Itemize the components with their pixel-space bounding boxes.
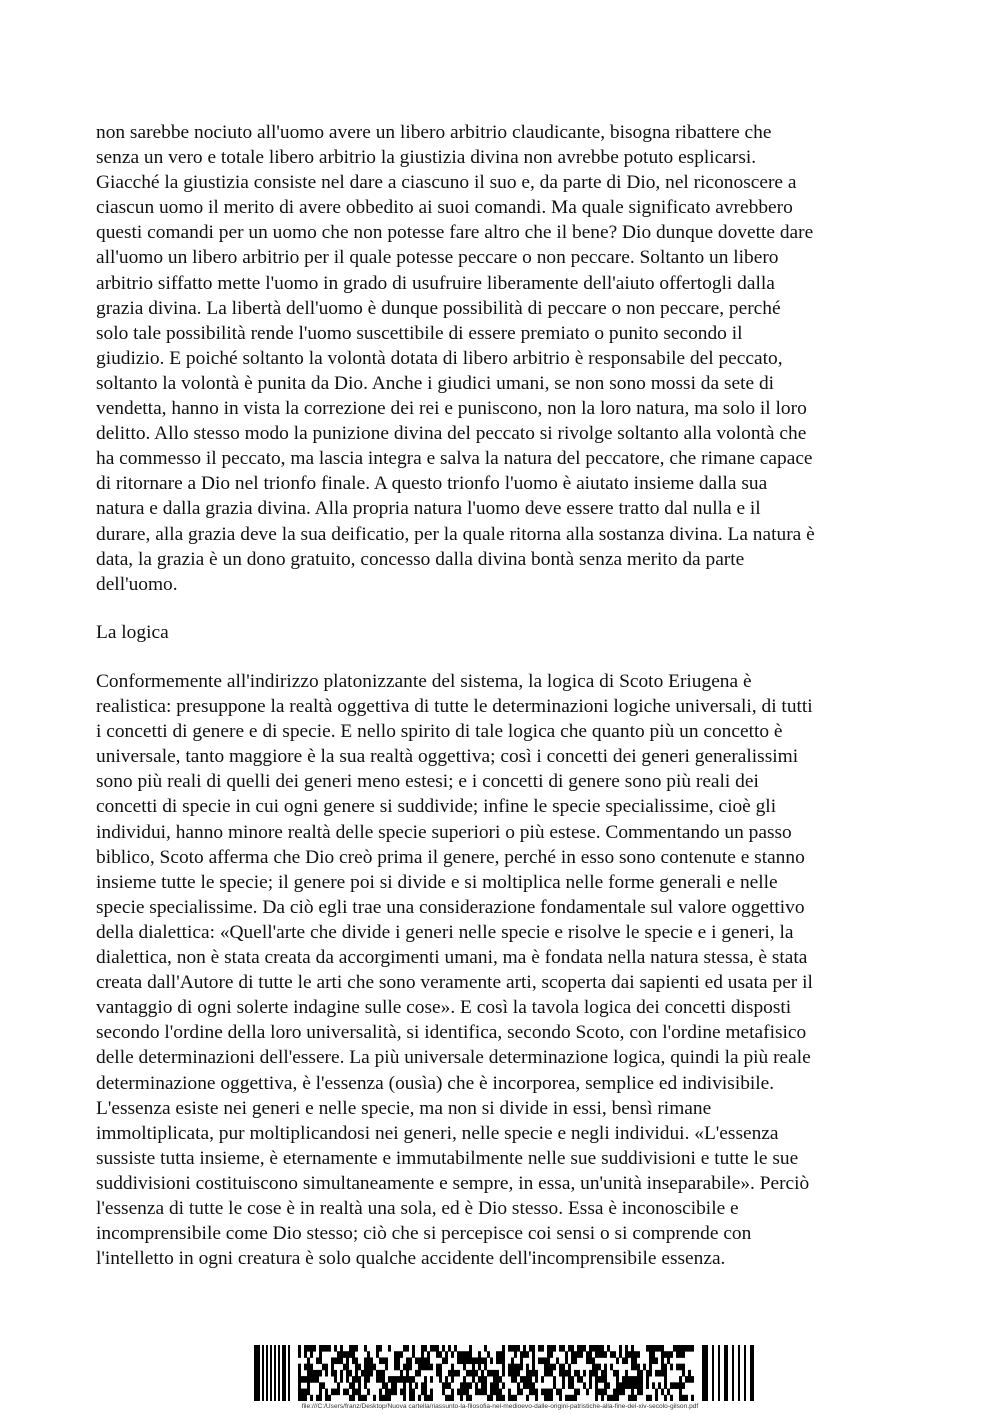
paragraph1-line: solo tale possibilità rende l'uomo suscettibile di essere premiato o punito secondo il: [96, 322, 743, 344]
paragraph1-line: vendetta, hanno in vista la correzione dei rei e puniscono, non la loro natura, ma solo il loro: [96, 398, 807, 420]
section-heading: La logica: [96, 622, 169, 643]
paragraph1-line: data, la grazia è un dono gratuito, concesso dalla divina bontà senza merito da parte: [96, 548, 745, 570]
paragraph2-line: concetti di specie in cui ogni genere si suddivide; infine le specie specialissime, cioè gli: [96, 796, 777, 818]
paragraph2-line: l'essenza di tutte le cose è in realtà una sola, ed è Dio stesso. Essa è inconoscibile e: [96, 1197, 739, 1219]
paragraph2-line: biblico, Scoto afferma che Dio creò prima il genere, perché in esso sono contenute e stanno: [96, 846, 805, 868]
paragraph2-line: sono più reali di quelli dei generi meno estesi; e i concetti di genere sono più reali dei: [96, 771, 759, 793]
paragraph1-line: natura e dalla grazia divina. Alla propria natura l'uomo deve essere tratto dal nulla e il: [96, 498, 761, 520]
paragraph1-line: ciascun uomo il merito di avere obbedito ai suoi comandi. Ma quale significato avrebbero: [96, 197, 793, 219]
paragraph1-line: delitto. Allo stesso modo la punizione divina del peccato si rivolge soltanto alla volontà che: [96, 423, 807, 445]
paragraph2-line: Conformemente all'indirizzo platonizzante del sistema, la logica di Scoto Eriugena è: [96, 671, 752, 692]
paragraph2-line: secondo l'ordine della loro universalità, si identifica, secondo Scoto, con l'ordine metafisico: [96, 1022, 807, 1044]
paragraph2-line: sussiste tutta insieme, è eternamente e immutabilmente nelle sue suddivisioni e tutte le sue: [96, 1147, 799, 1169]
paragraph2-line: della dialettica: «Quell'arte che divide i generi nelle specie e risolve le specie e i generi, la: [96, 921, 794, 943]
paragraph2-line: dialettica, non è stata creata da accorgimenti umani, ma è fondata nella natura stessa, è stata: [96, 947, 808, 969]
paragraph2-line: realistica: presuppone la realtà oggettiva di tutte le determinazioni logiche universali, di tutti: [96, 696, 813, 718]
paragraph2-line: insieme tutte le specie; il genere poi si divide e si moltiplica nelle forme generali e nelle: [96, 871, 778, 893]
paragraph2-line: incomprensibile come Dio stesso; ciò che si percepisce coi sensi o si comprende con: [96, 1223, 752, 1245]
paragraph2-line: universale, tanto maggiore è la sua realtà oggettiva; così i concetti dei generi generalissimi: [96, 746, 799, 768]
paragraph2-line: suddivisioni costituiscono simultaneamente e sempre, in essa, un'unità inseparabile». Perciò: [96, 1172, 810, 1194]
paragraph1-line: all'uomo un libero arbitrio per il quale potesse peccare o non peccare. Soltanto un libero: [96, 247, 779, 269]
paragraph2-line: immoltiplicata, pur moltiplicandosi nei generi, nelle specie e negli individui. «L'essenza: [96, 1122, 779, 1144]
paragraph1-line: questi comandi per un uomo che non potesse fare altro che il bene? Dio dunque dovette dare: [96, 222, 814, 244]
paragraph1-line: arbitrio siffatto mette l'uomo in grado di usufruire liberamente dell'aiuto offertogli dalla: [96, 272, 775, 294]
paragraph1-line: di ritornare a Dio nel trionfo finale. A questo trionfo l'uomo è aiutato insieme dalla sua: [96, 473, 768, 495]
paragraph-logic: [96, 669, 908, 1271]
paragraph1-line: dell'uomo.: [96, 573, 178, 595]
paragraph2-line: vantaggio di ogni solerte indagine sulle cose». E così la tavola logica dei concetti disposti: [96, 997, 792, 1019]
paragraph1-line: Giacché la giustizia consiste nel dare a ciascuno il suo e, da parte di Dio, nel riconoscere a: [96, 172, 797, 194]
paragraph2-line: i concetti di genere e di specie. E nello spirito di tale logica che quanto più un concetto è: [96, 721, 783, 743]
paragraph1-line: durare, alla grazia deve la sua deificatio, per la quale ritorna alla sostanza divina. La natura è: [96, 523, 815, 545]
paragraph1-line: grazia divina. La libertà dell'uomo è dunque possibilità di peccare o non peccare, perché: [96, 297, 781, 319]
paragraph1-line: giudizio. E poiché soltanto la volontà dotata di libero arbitrio è responsabile del peccato,: [96, 347, 783, 369]
paragraph2-line: specie specialissime. Da ciò egli trae una considerazione fondamentale sul valore oggettivo: [96, 896, 805, 918]
pdf417-barcode-icon: [254, 1345, 754, 1401]
paragraph2-line: L'essenza esiste nei generi e nelle specie, ma non si divide in essi, bensì rimane: [96, 1097, 712, 1119]
paragraph1-line: ha commesso il peccato, ma lascia integra e salva la natura del peccatore, che rimane capace: [96, 448, 813, 470]
paragraph-free-will: [96, 120, 908, 597]
paragraph2-line: delle determinazioni dell'essere. La più universale determinazione logica, quindi la più reale: [96, 1047, 811, 1069]
paragraph1-line: senza un vero e totale libero arbitrio la giustizia divina non avrebbe potuto esplicarsi.: [96, 147, 757, 169]
paragraph1-line: non sarebbe nociuto all'uomo avere un libero arbitrio claudicante, bisogna ribattere che: [96, 122, 772, 143]
paragraph2-line: determinazione oggettiva, è l'essenza (ousìa) che è incorporea, semplice ed indivisibile.: [96, 1072, 775, 1094]
paragraph2-line: creata dall'Autore di tutte le arti che sono veramente arti, scoperta dai sapienti ed usata per il: [96, 972, 813, 994]
paragraph2-line: l'intelletto in ogni creatura è solo qualche accidente dell'incomprensibile essenza.: [96, 1248, 726, 1270]
paragraph2-line: individui, hanno minore realtà delle specie superiori o più estese. Commentando un passo: [96, 821, 792, 843]
paragraph1-line: soltanto la volontà è punita da Dio. Anche i giudici umani, se non sono mossi da sete di: [96, 372, 775, 394]
file-path-footer: file:///C:/Users/franz/Desktop/Nuova cartella/riassunto-la-filosofia-nel-medioevo-dalle-origini-patristiche-alla-fine-del-xiv-secolo-gilson.pdf: [301, 1403, 699, 1410]
